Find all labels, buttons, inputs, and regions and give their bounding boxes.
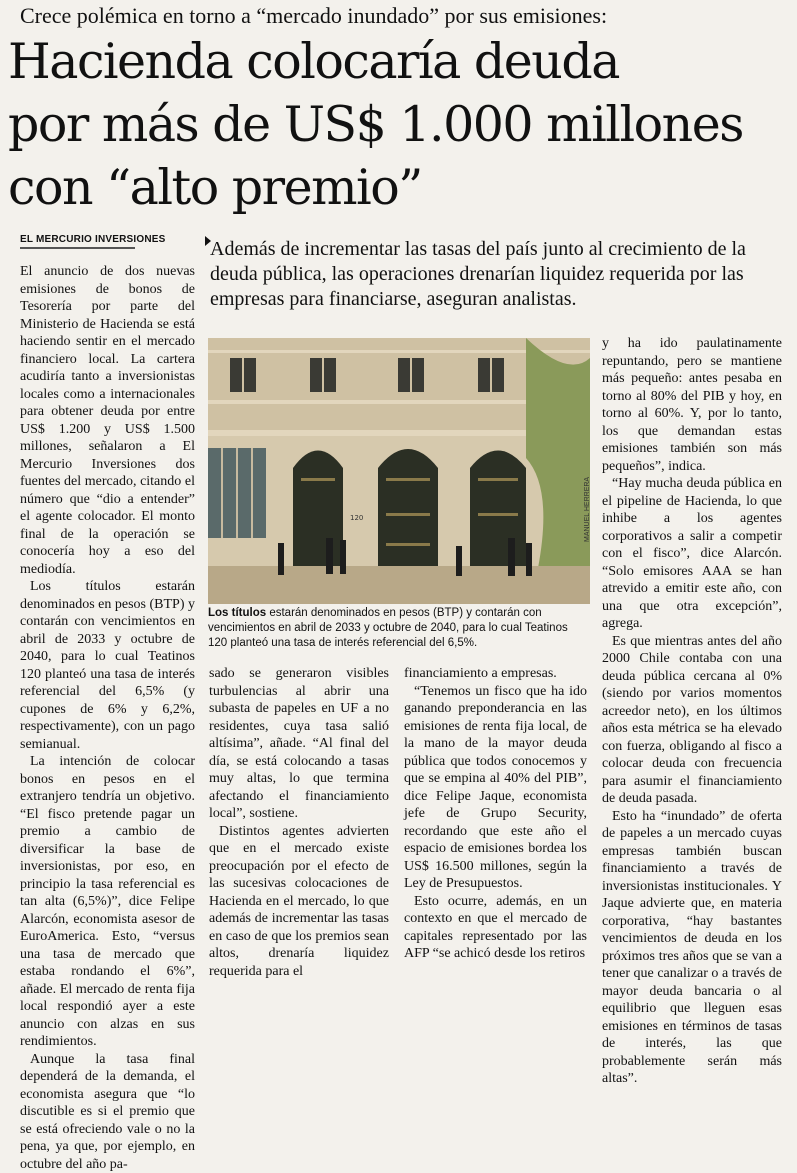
paragraph: La intención de colocar bonos en pesos en el extranjero tendría un objetivo. “El fisco pretende pagar un premio a cambio de diversificar la base de inversionistas, por eso, en principio la tasa referencial es tan alta (6,5%)”, dice Felipe Alarcón, economista asesor de EuroAmerica. Esto, “versus una tasa de mercado que estaba rondando el 6%”, añade. El mercado de renta fija local respondió ayer a este anuncio con alzas en sus rendimientos. [20,753,195,1051]
kicker: Crece polémica en torno a “mercado inundado” por sus emisiones: [20,2,780,30]
section-label: EL MERCURIO INVERSIONES [20,234,135,249]
paragraph: Aunque la tasa final dependerá de la demanda, el economista asegura que “lo discutible es si el premio que se está ofreciendo vale o no la pena, ya que, por ejemplo, en octubre del año pa- [20,1051,195,1173]
headline [8,30,793,219]
headline-line-2: por más de US$ 1.000 millones [8,93,793,156]
paragraph: “Hay mucha deuda pública en el pipeline de Hacienda, lo que inhibe a los agentes corporativos a salir a competir con el fisco”, dice Alarcón. “Solo emisores AAA se han atrevido a emitir este año, con una que otra excepción”, agrega. [602,475,782,633]
article-column-1 [20,263,195,1173]
paragraph: sado se generaron visibles turbulencias al abrir una subasta de papeles en UF a no residentes, cuya tasa salió altísima”, añade. “Al final del día, se está colocando a tasas muy altas, lo que termina afectando el financiamiento local”, sostiene. [209,665,389,823]
paragraph: “Tenemos un fisco que ha ido ganando preponderancia en las emisiones de renta fija local, de la mano de la mayor deuda pública que todos conocemos y que se empina al 40% del PIB”, dice Felipe Jaque, economista jefe de Grupo Security, recordando que este año el espacio de emisiones bordea los US$ 16.500 millones, según la Ley de Presupuestos. [404,683,587,893]
caption-lead: Los títulos [208,607,266,619]
paragraph: Es que mientras antes del año 2000 Chile contaba con una deuda pública cercana al 0% (siendo por varios momentos acreedor neto), en los últimos años esta métrica se ha elevado con fuerza, obligando al fisco a colocar deuda con frecuencia para asumir el financiamiento de deuda pasada. [602,633,782,808]
paragraph: El anuncio de dos nuevas emisiones de bonos de Tesorería por parte del Ministerio de Hacienda se está haciendo sentir en el mercado financiero local. La cartera acudiría tanto a inversionistas locales como a internacionales para obtener deuda por entre US$ 1.200 y US$ 1.500 millones, señalaron a El Mercurio Inversiones dos fuentes del mercado, citando el número que “dio a entender” el agente colocador. El monto final de la operación se conocería hoy a eso del mediodía. [20,263,195,578]
headline-line-3: con “alto premio” [8,156,793,219]
caption-text: estarán denominados en pesos (BTP) y contarán con vencimientos en abril de 2033 y octubre de 2040, para lo cual Teatinos 120 planteó una tasa de interés referencial del 6,5%. [208,607,568,649]
photo-caption [208,606,590,651]
paragraph: Los títulos estarán denominados en pesos (BTP) y contarán con vencimientos en abril de 2033 y octubre de 2040, para lo cual Teatinos 120 planteó una tasa de interés referencial del 6,5% (y cupones de 6% y 6,2%, respectivamente), con un pago semianual. [20,578,195,753]
paragraph: financiamiento a empresas. [404,665,587,683]
photo-building-facade [208,338,590,604]
deck: Además de incrementar las tasas del país junto al crecimiento de la deuda pública, las operaciones drenarían liquidez requerida por las empresas para financiarse, aseguran analistas. [210,237,785,312]
article-column-3 [404,665,587,963]
headline-line-1: Hacienda colocaría deuda [8,30,793,93]
paragraph: y ha ido paulatinamente repuntando, pero se mantiene más pequeño: antes pesaba en torno al 80% del PIB y hoy, en torno al 60%. Y, por lo tanto, los que demandan estas emisiones también son más pequeños”, indica. [602,335,782,475]
paragraph: Esto ha “inundado” de oferta de papeles a un mercado cuyas empresas también buscan financiamiento a través de inversionistas institucionales. Y Jaque advierte que, en materia corporativa, “hay bastantes vencimientos de deuda en los próximos tres años que se van a tener que canalizar o a través de mayor deuda bancaria o al equilibrio que lleguen esas emisiones en términos de tasas de interés, las que probablemente serán más altas”. [602,808,782,1088]
photo-credit: MANUEL HERRERA [584,477,591,542]
article-column-2 [209,665,389,980]
article-column-4 [602,335,782,1088]
building-number: 120 [350,514,363,522]
paragraph: Esto ocurre, además, en un contexto en que el mercado de capitales representado por las AFP “se achicó desde los retiros [404,893,587,963]
paragraph: Distintos agentes advierten que en el mercado existe preocupación por el efecto de las sucesivas colocaciones de Hacienda en el mercado, lo que además de incrementar las tasas en caso de que los premios sean altos, drenaría liquidez requerida para el [209,823,389,981]
